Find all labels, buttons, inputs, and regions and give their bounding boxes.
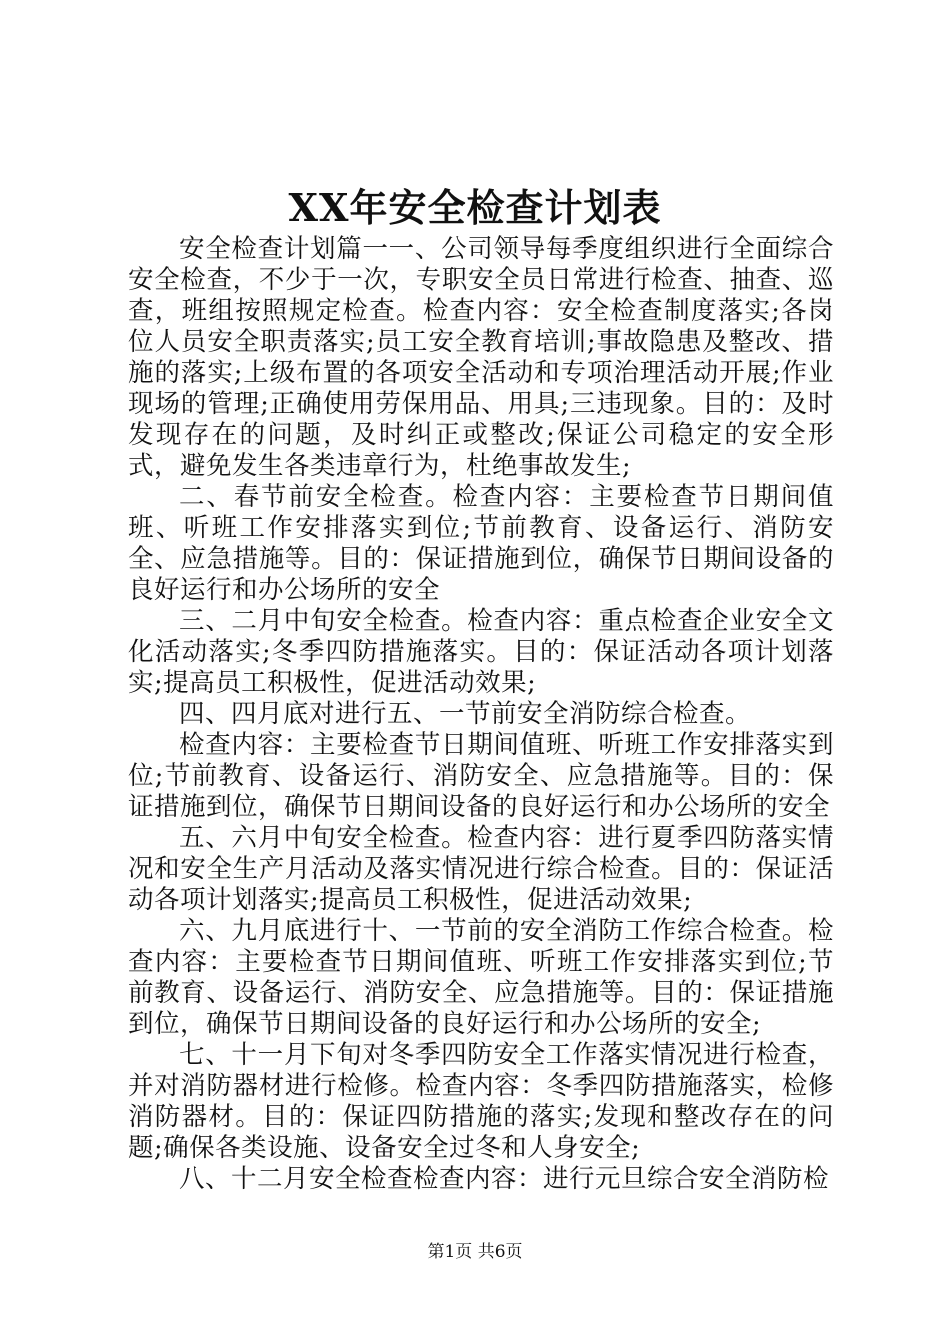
document-body: [128, 234, 834, 1195]
paragraph-5: 检查内容：主要检查节日期间值班、听班工作安排落实到位;节前教育、设备运行、消防安全、应急措施等。目的：保证措施到位，确保节日期间设备的良好运行和办公场所的安全: [128, 730, 834, 822]
page-footer: 第1页 共6页: [427, 1242, 523, 1262]
paragraph-2: 二、春节前安全检查。检查内容：主要检查节日期间值班、听班工作安排落实到位;节前教育、设备运行、消防安全、应急措施等。目的：保证措施到位，确保节日期间设备的良好运行和办公场所的安全: [128, 482, 834, 605]
paragraph-9: 八、十二月安全检查检查内容：进行元旦综合安全消防检: [179, 1164, 830, 1194]
paragraph-6: 五、六月中旬安全检查。检查内容：进行夏季四防落实情况和安全生产月活动及落实情况进行综合检查。目的：保证活动各项计划落实;提高员工积极性，促进活动效果;: [128, 823, 834, 915]
paragraph-1: 安全检查计划篇一一、公司领导每季度组织进行全面综合安全检查，不少于一次，专职安全员日常进行检查、抽查、巡查，班组按照规定检查。检查内容：安全检查制度落实;各岗位人员安全职责落实;员工安全教育培训;事故隐患及整改、措施的落实;上级布置的各项安全活动和专项治理活动开展;作业现场的管理;正确使用劳保用品、用具;三违现象。目的：及时发现存在的问题，及时纠正或整改;保证公司稳定的安全形式，避免发生各类违章行为，杜绝事故发生;: [128, 234, 834, 481]
paragraph-7: 六、九月底进行十、一节前的安全消防工作综合检查。检查内容：主要检查节日期间值班、听班工作安排落实到位;节前教育、设备运行、消防安全、应急措施等。目的：保证措施到位，确保节日期间设备的良好运行和办公场所的安全;: [128, 916, 834, 1039]
paragraph-4: 四、四月底对进行五、一节前安全消防综合检查。: [179, 699, 752, 729]
paragraph-3: 三、二月中旬安全检查。检查内容：重点检查企业安全文化活动落实;冬季四防措施落实。目的：保证活动各项计划落实;提高员工积极性，促进活动效果;: [128, 606, 834, 698]
paragraph-8: 七、十一月下旬对冬季四防安全工作落实情况进行检查，并对消防器材进行检修。检查内容：冬季四防措施落实，检修消防器材。目的：保证四防措施的落实;发现和整改存在的问题;确保各类设施、设备安全过冬和人身安全;: [128, 1040, 834, 1163]
document-title: XX年安全检查计划表: [288, 185, 662, 230]
